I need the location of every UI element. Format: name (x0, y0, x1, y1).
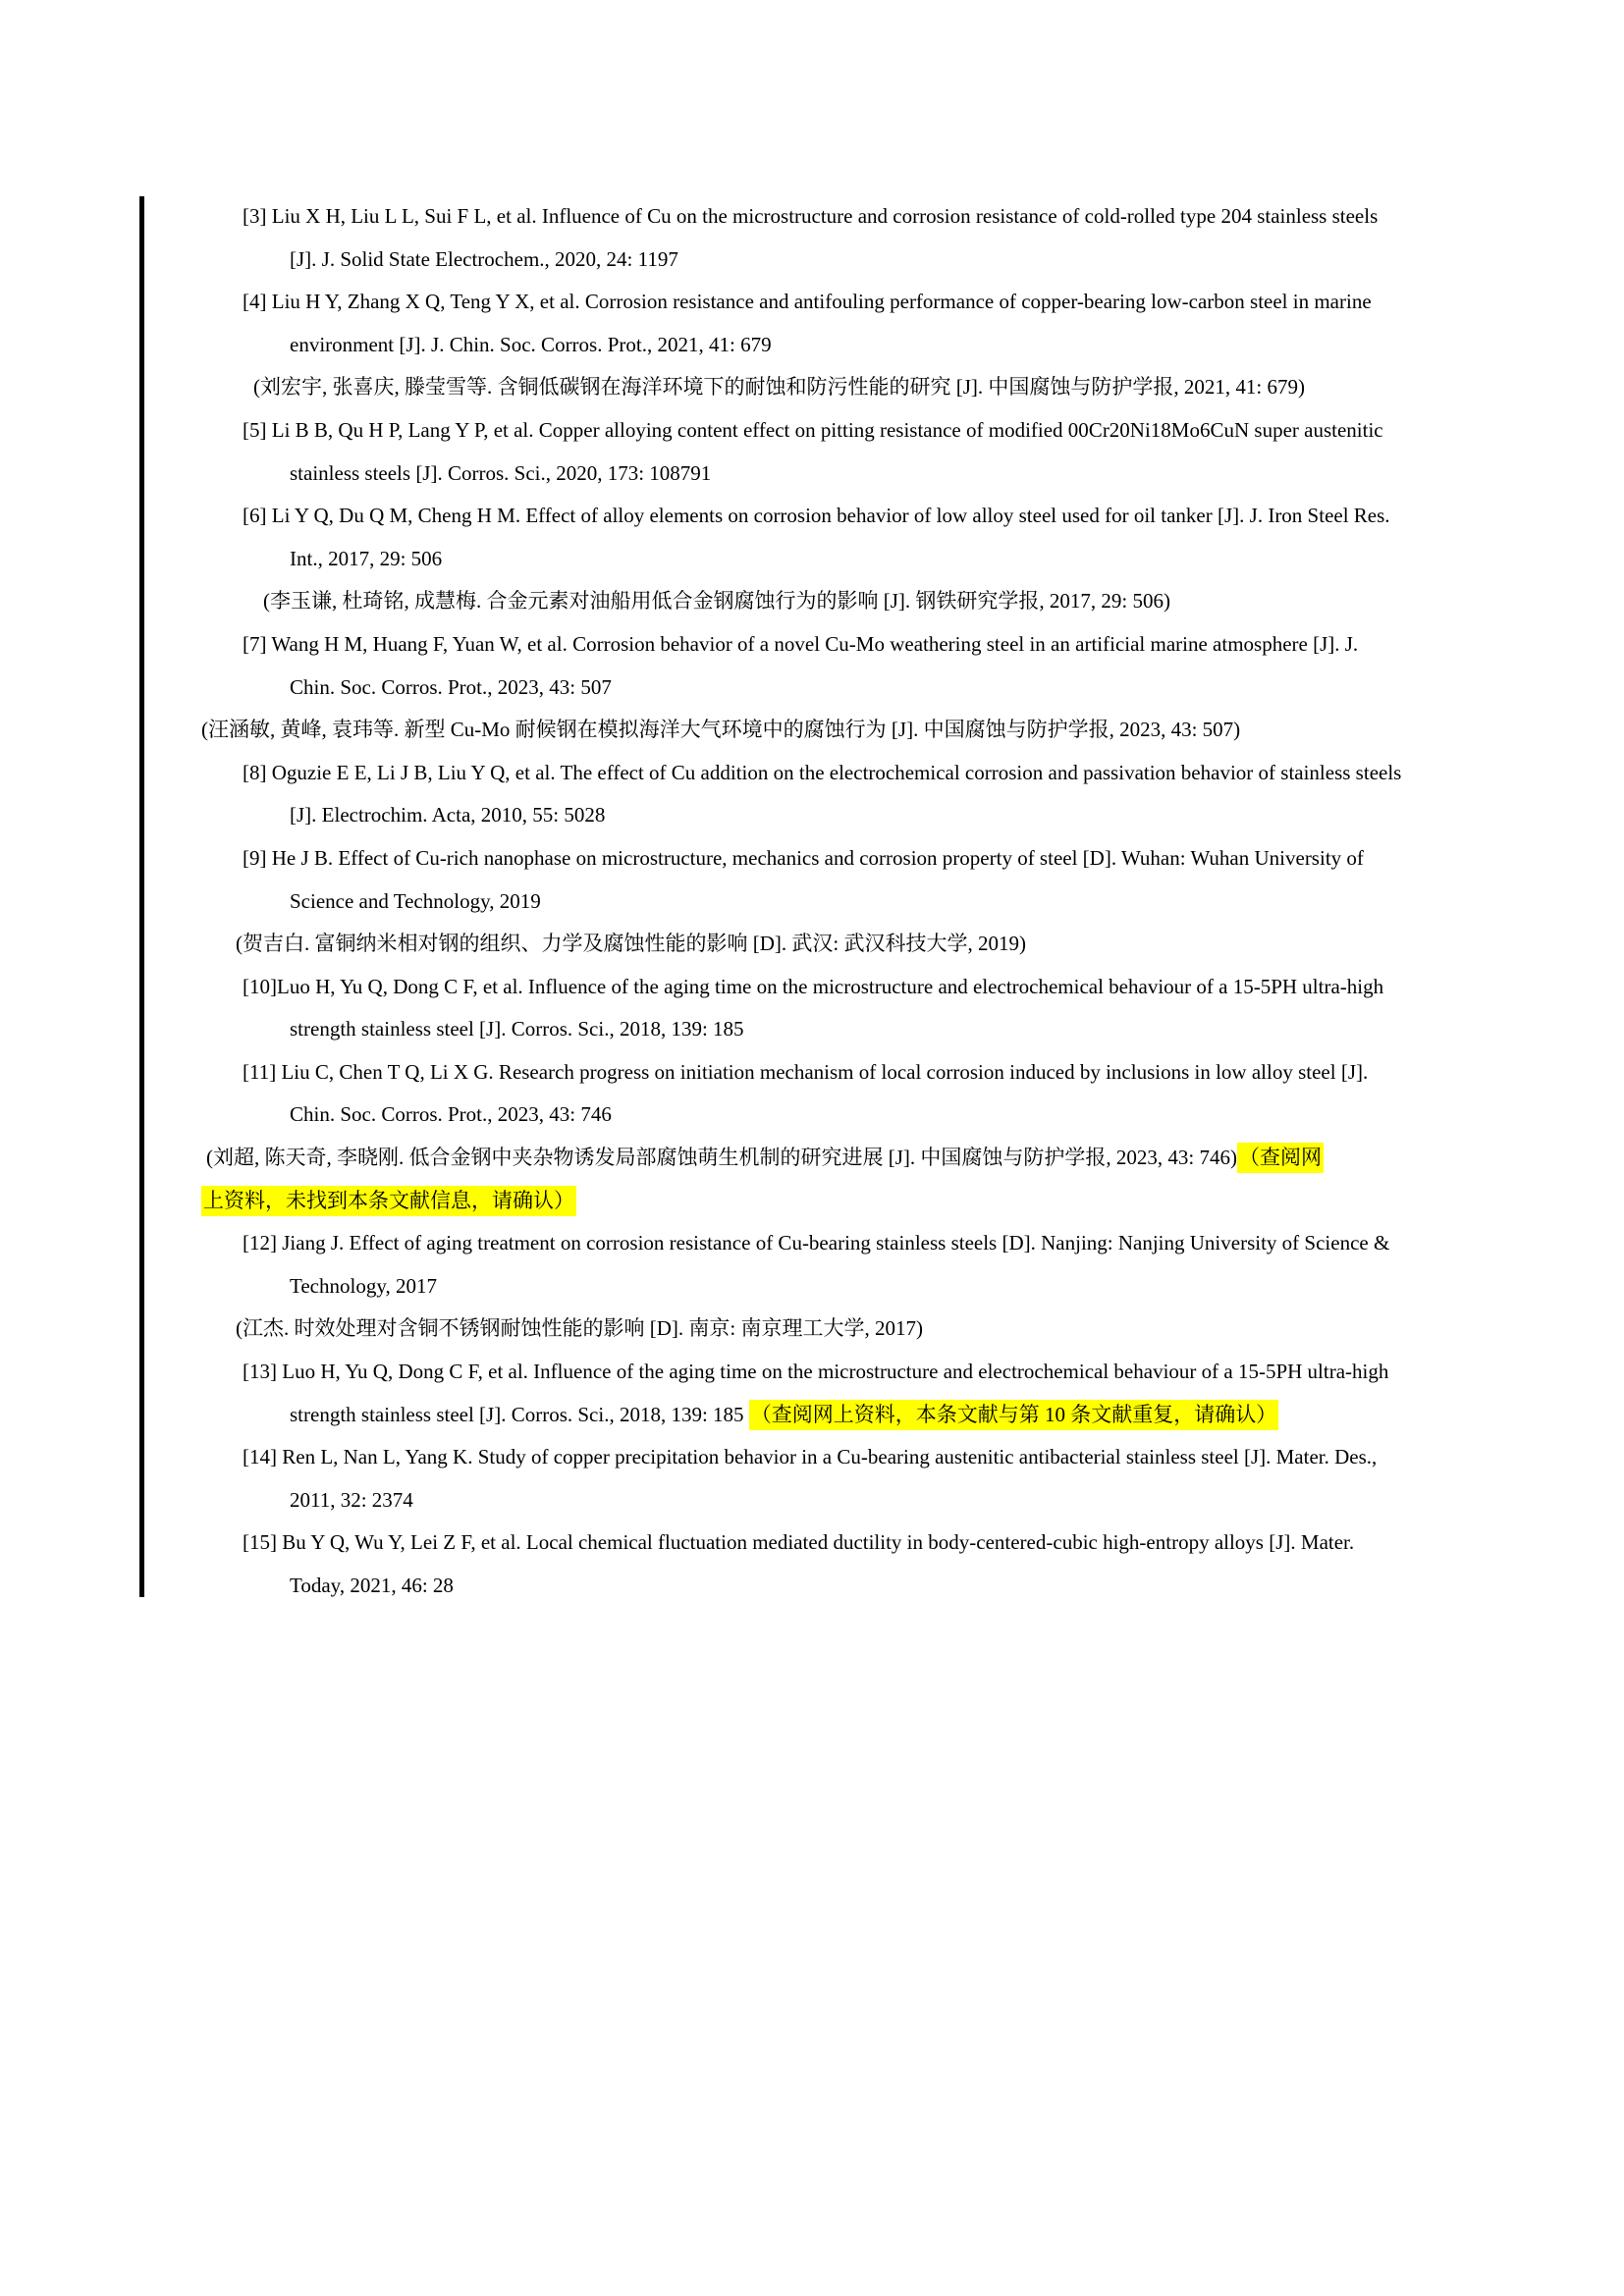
reference-line (290, 1486, 1624, 1529)
reference-text: Int., 2017, 29: 506 (290, 546, 443, 570)
review-comment-highlight: （查阅网上资料，本条文献与第 10 条文献重复，请确认） (749, 1400, 1279, 1430)
reference-line (243, 630, 1624, 673)
reference-text: Chin. Soc. Corros. Prot., 2023, 43: 507 (290, 674, 612, 699)
reference-line (290, 1272, 1624, 1315)
review-comment-highlight: （查阅网 (1237, 1143, 1324, 1173)
reference-line (290, 331, 1624, 374)
reference-text: [12] Jiang J. Effect of aging treatment on corrosion resistance of Cu-bearing stainless steels [D]. Nanjing: Nanjing University of Science & (243, 1231, 1390, 1255)
reference-text: (刘宏宇, 张喜庆, 滕莹雪等. 含铜低碳钢在海洋环境下的耐蚀和防污性能的研究 [J]. 中国腐蚀与防护学报, 2021, 41: 679) (253, 375, 1305, 400)
reference-line (290, 1401, 1624, 1444)
reference-text: stainless steels [J]. Corros. Sci., 2020, 173: 108791 (290, 460, 712, 485)
reference-text: environment [J]. J. Chin. Soc. Corros. Prot., 2021, 41: 679 (290, 332, 772, 356)
reference-line-chinese (236, 930, 1624, 973)
reference-line-chinese (253, 373, 1624, 416)
reference-line (290, 673, 1624, 717)
reference-text: (刘超, 陈天奇, 李晓刚. 低合金钢中夹杂物诱发局部腐蚀萌生机制的研究进展 [J]. 中国腐蚀与防护学报, 2023, 43: 746) (206, 1146, 1237, 1170)
reference-line-chinese (263, 587, 1624, 630)
reference-line (243, 1229, 1624, 1272)
reference-text: [J]. J. Solid State Electrochem., 2020, 24: 1197 (290, 246, 678, 271)
reference-text: Technology, 2017 (290, 1273, 437, 1298)
reference-text: [5] Li B B, Qu H P, Lang Y P, et al. Copper alloying content effect on pitting resistance of modified 00Cr20Ni18Mo6CuN super austenitic (243, 417, 1383, 442)
reference-line (290, 887, 1624, 931)
reference-text: [13] Luo H, Yu Q, Dong C F, et al. Influence of the aging time on the microstructure and electrochemical behaviour of a 15-5PH ultra-high (243, 1360, 1389, 1384)
reference-line-chinese (201, 716, 1624, 759)
reference-text: [11] Liu C, Chen T Q, Li X G. Research progress on initiation mechanism of local corrosion induced by inclusions in low alloy steel [J]. (243, 1059, 1369, 1084)
reference-text: 2011, 32: 2374 (290, 1487, 413, 1512)
reference-text: [8] Oguzie E E, Li J B, Liu Y Q, et al. The effect of Cu addition on the electrochemical corrosion and passivation behavior of stainless steels (243, 760, 1402, 784)
reference-text: [J]. Electrochim. Acta, 2010, 55: 5028 (290, 803, 606, 828)
reference-line-chinese (236, 1314, 1624, 1358)
reference-line (243, 1528, 1624, 1572)
reference-line (290, 459, 1624, 503)
reference-line-chinese (206, 1144, 1624, 1187)
reference-line (243, 1358, 1624, 1401)
references-list (0, 202, 1624, 1615)
reference-line (243, 502, 1624, 545)
reference-text: [15] Bu Y Q, Wu Y, Lei Z F, et al. Local chemical fluctuation mediated ductility in body-centered-cubic high-entropy alloys [J]. Mater. (243, 1530, 1355, 1555)
review-comment-highlight: 上资料，未找到本条文献信息，请确认） (201, 1186, 576, 1216)
reference-line (243, 1443, 1624, 1486)
reference-line (243, 973, 1624, 1016)
reference-line (290, 1572, 1624, 1615)
reference-text: [7] Wang H M, Huang F, Yuan W, et al. Corrosion behavior of a novel Cu-Mo weathering steel in an artificial marine atmosphere [J]. J. (243, 631, 1359, 656)
reference-text: [14] Ren L, Nan L, Yang K. Study of copper precipitation behavior in a Cu-bearing austenitic antibacterial stainless steel [J]. Mater. Des., (243, 1445, 1378, 1469)
reference-line-chinese (201, 1187, 1624, 1230)
reference-text: (贺吉白. 富铜纳米相对钢的组织、力学及腐蚀性能的影响 [D]. 武汉: 武汉科技大学, 2019) (236, 932, 1026, 956)
reference-line (243, 759, 1624, 802)
reference-text: (汪涵敏, 黄峰, 袁玮等. 新型 Cu-Mo 耐候钢在模拟海洋大气环境中的腐蚀行为 [J]. 中国腐蚀与防护学报, 2023, 43: 507) (201, 718, 1241, 742)
reference-text: strength stainless steel [J]. Corros. Sci., 2018, 139: 185 (290, 1017, 744, 1041)
reference-line (243, 288, 1624, 331)
reference-line (290, 245, 1624, 289)
reference-line (243, 416, 1624, 459)
reference-line (290, 1100, 1624, 1144)
reference-text: strength stainless steel [J]. Corros. Sci., 2018, 139: 185 (290, 1402, 749, 1426)
reference-text: Chin. Soc. Corros. Prot., 2023, 43: 746 (290, 1102, 612, 1127)
reference-line (243, 1058, 1624, 1101)
reference-line (243, 202, 1624, 245)
reference-text: Today, 2021, 46: 28 (290, 1574, 454, 1597)
reference-line (290, 545, 1624, 588)
reference-line (290, 801, 1624, 844)
reference-text: [10]Luo H, Yu Q, Dong C F, et al. Influence of the aging time on the microstructure and electrochemical behaviour of a 15-5PH ultra-high (243, 974, 1384, 998)
reference-text: [4] Liu H Y, Zhang X Q, Teng Y X, et al. Corrosion resistance and antifouling performance of copper-bearing low-carbon steel in marine (243, 290, 1372, 314)
reference-text: [9] He J B. Effect of Cu-rich nanophase on microstructure, mechanics and corrosion property of steel [D]. Wuhan: Wuhan University of (243, 845, 1364, 870)
reference-text: (李玉谦, 杜琦铭, 成慧梅. 合金元素对油船用低合金钢腐蚀行为的影响 [J]. 钢铁研究学报, 2017, 29: 506) (263, 589, 1170, 614)
reference-text: [3] Liu X H, Liu L L, Sui F L, et al. Influence of Cu on the microstructure and corrosion resistance of cold-rolled type 204 stainless steels (243, 204, 1379, 228)
reference-text: Science and Technology, 2019 (290, 888, 541, 913)
reference-text: (江杰. 时效处理对含铜不锈钢耐蚀性能的影响 [D]. 南京: 南京理工大学, 2017) (236, 1316, 923, 1341)
reference-line (290, 1015, 1624, 1058)
reference-line (243, 844, 1624, 887)
reference-text: [6] Li Y Q, Du Q M, Cheng H M. Effect of alloy elements on corrosion behavior of low alloy steel used for oil tanker [J]. J. Iron Steel Res. (243, 504, 1390, 528)
